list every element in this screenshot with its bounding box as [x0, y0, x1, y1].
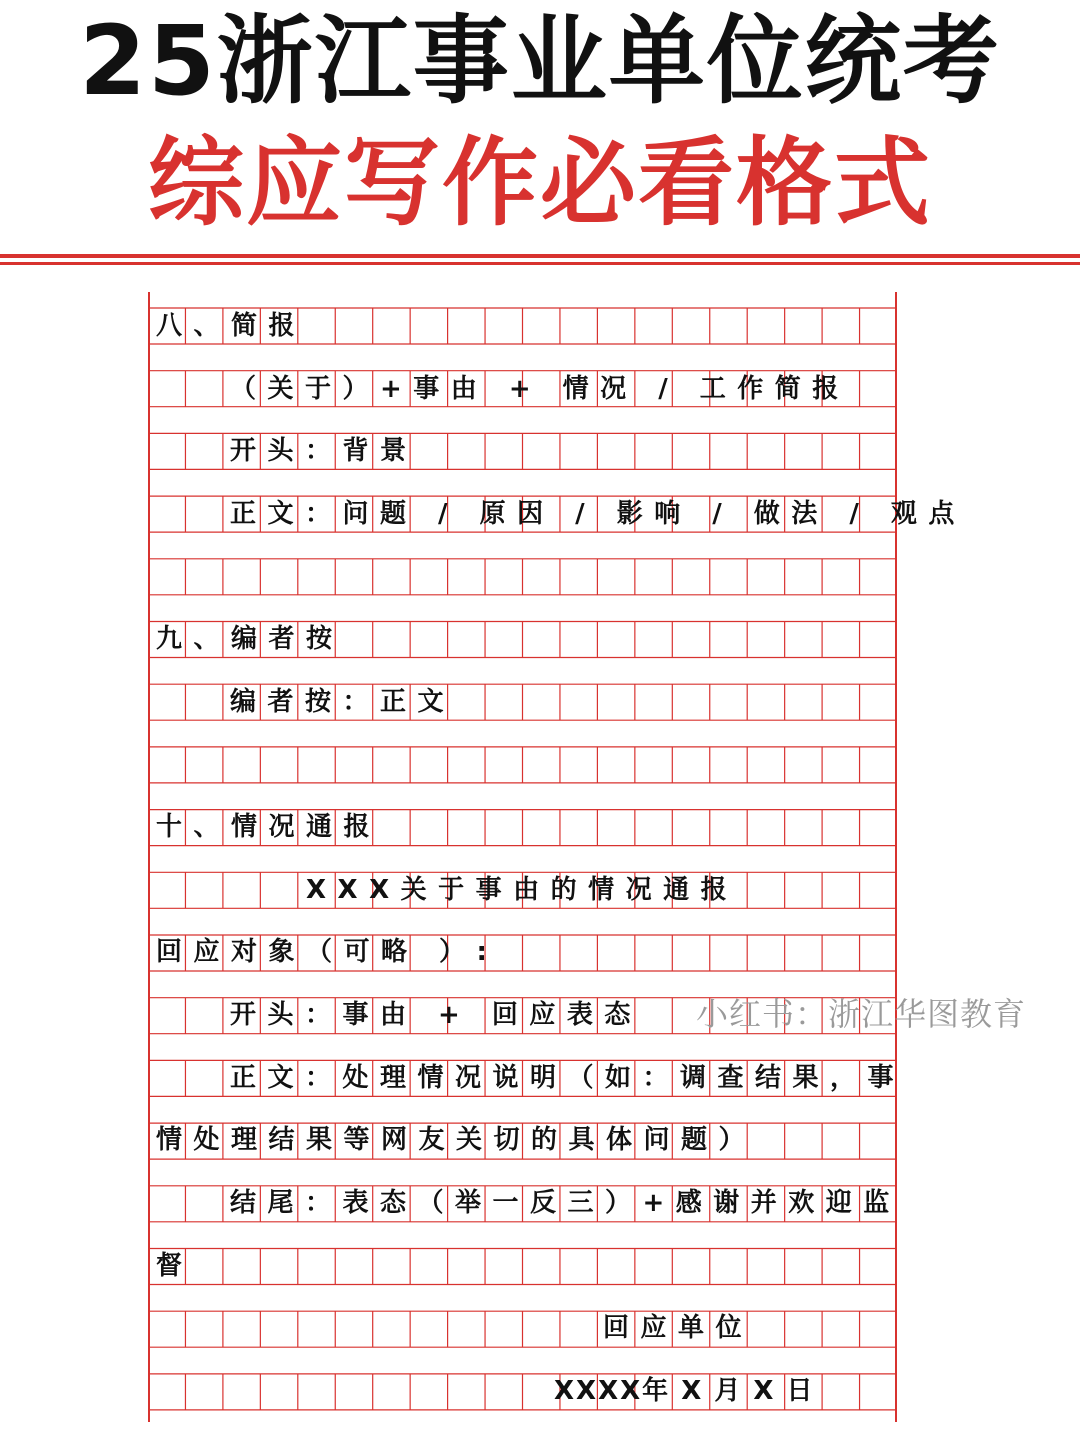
briefing-body: 正文：问题 / 原因 / 影响 / 做法 / 观点: [230, 499, 966, 529]
report-title: XXX关于事由的情况通报: [306, 875, 739, 905]
report-signature: 回应单位: [603, 1313, 754, 1343]
grid-paper-sheet: [148, 292, 966, 1422]
report-opening: 开头：事由 + 回应表态: [230, 1000, 642, 1030]
page-title: 25浙江事业单位统考: [79, 5, 1001, 117]
briefing-title-format: （关于）+事由 + 情况 / 工作简报: [230, 374, 850, 404]
page-subtitle: 综应写作必看格式: [148, 127, 932, 239]
report-body-line-2: 情处理结果等网友关切的具体问题）: [156, 1125, 757, 1155]
report-date: XXXX年 X 月 X 日: [554, 1376, 815, 1406]
editor-note-format: 编者按：正文: [230, 687, 456, 717]
section-10-heading: 十、情况通报: [156, 812, 382, 842]
header-divider-thick: [0, 254, 1080, 258]
report-closing-line-1: 结尾：表态（举一反三）+感谢并欢迎监: [230, 1188, 901, 1218]
section-9-heading: 九、编者按: [156, 624, 344, 654]
briefing-opening: 开头：背景: [230, 436, 418, 466]
header-divider-thin: [0, 262, 1080, 265]
report-body-line-1: 正文：处理情况说明（如：调查结果，事: [230, 1063, 906, 1093]
watermark-text: 小红书：浙江华图教育: [696, 995, 1027, 1033]
report-addressee: 回应对象（可略 ）:: [156, 937, 499, 967]
report-closing-line-2: 督: [156, 1251, 194, 1281]
section-8-heading: 八、简报: [156, 311, 307, 341]
